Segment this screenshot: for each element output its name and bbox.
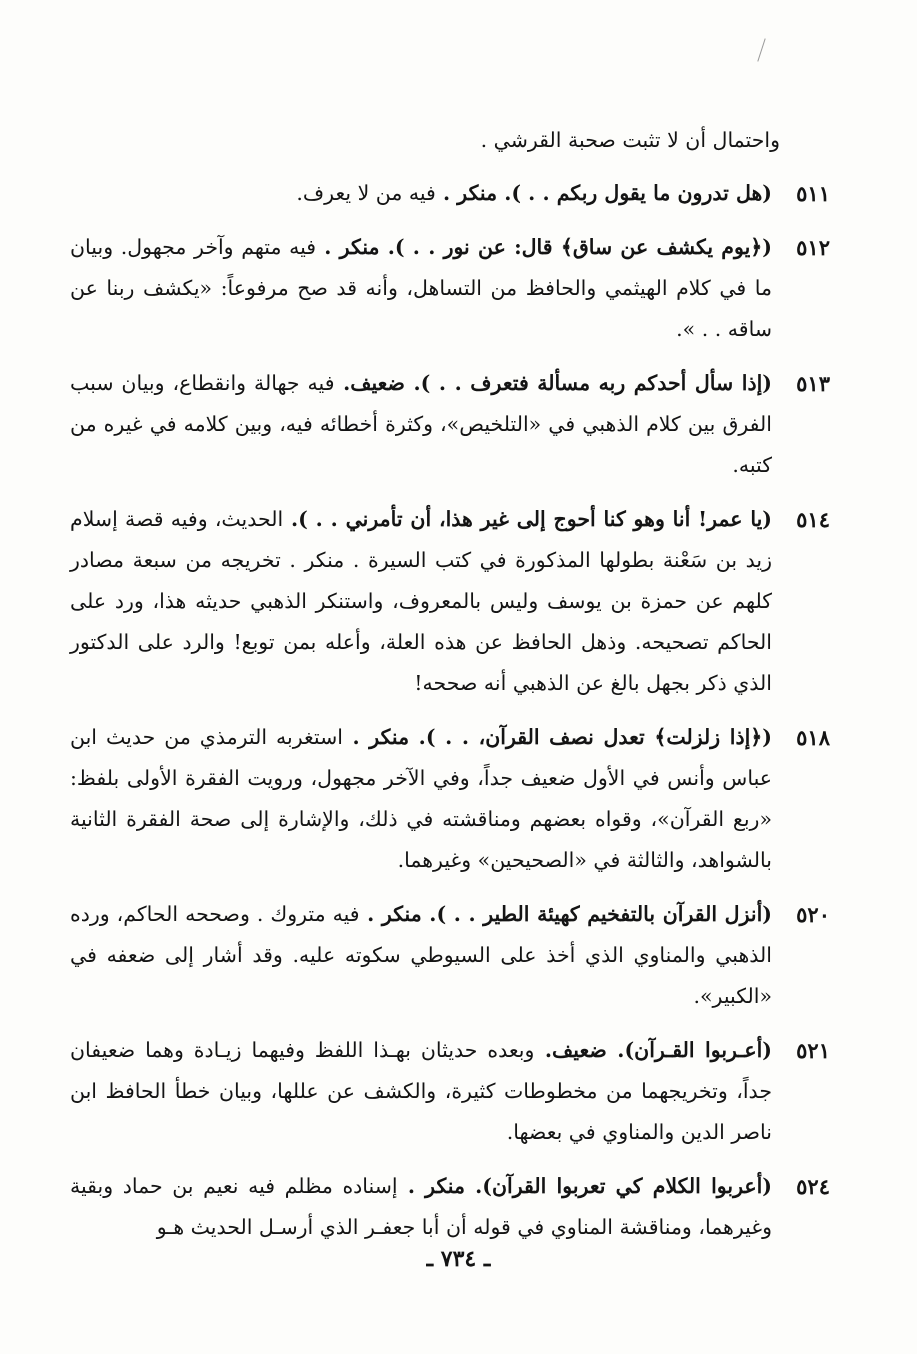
entry-body [70,717,772,881]
entry-518 [70,717,830,881]
intro-line: واحتمال أن لا تثبت صحبة القرشي . [480,128,780,152]
page-number: ـ ٧٣٤ ـ [426,1246,491,1272]
entry-number: ٥١٨ [796,725,830,750]
entry-body [70,227,772,350]
hadith-title: (أعـربوا القـرآن). ضعيف. [534,1038,772,1062]
text-area [70,120,830,1261]
entry-number: ٥١٤ [796,507,830,532]
entry-text: الحديث، وفيه قصة إسلام زيد بن سَعْنة بطولها المذكورة في كتب السيرة . منكر . تخريجه من سبعة مصادر كلهم عن حمزة بن يوسف وليس بالمعروف، واستنكر الذهبي حديثه هذا، ورد على الحاكم تصحيحه. وذهل الحافظ عن هذه العلة، وأعله بمن توبع! والرد على الدكتور الذي ذكر بجهل بالغ عن الذهبي أنه صححه! [70,507,772,695]
entry-text: استغربه الترمذي من حديث ابن عباس وأنس في الأول ضعيف جداً، وفي الآخر مجهول، ورويت الفقرة الأولى بلفظ: «ربع القرآن»، وقواه بعضهم ومناقشته في ذلك، والإشارة إلى صحة الفقرة الثانية بالشواهد، والثالثة في «الصحيحين» وغيرهما. [70,725,772,872]
hadith-title: (إذا سأل أحدكم ربه مسألة فتعرف . . ). ضعيف. [334,371,772,395]
hadith-title: (أنزل القرآن بالتفخيم كهيئة الطير . . ). منكر . [359,902,772,926]
entry-524 [70,1166,830,1248]
entry-number: ٥١٣ [796,371,830,396]
entry-511 [70,173,830,214]
entry-body [70,173,772,214]
entry-body [70,1030,772,1153]
entry-512 [70,227,830,350]
entry-text: فيه من لا يعرف. [296,181,436,205]
entry-body [70,363,772,486]
hadith-title: (﴿يوم يكشف عن ساق﴾ قال: عن نور . . ). منكر . [316,235,772,259]
entry-number: ٥٢١ [796,1038,830,1063]
entry-text: وبعده حديثان بهـذا اللفظ وفيهما زيـادة وهما ضعيفان جداً، وتخريجهما من مخطوطات كثيرة، والكشف عن عللها، وبيان خطأ الحافظ ابن ناصر الدين والمناوي في بعضها. [70,1038,772,1144]
entry-513 [70,363,830,486]
entry-text: فيه متروك . وصححه الحاكم، ورده الذهبي والمناوي الذي أخذ على السيوطي سكوته عليه. وقد أشار إلى ضعفه في «الكبير». [70,902,772,1008]
hadith-title: (﴿إذا زلزلت﴾ تعدل نصف القرآن، . . ). منكر . [342,725,772,749]
entry-number: ٥٢٠ [796,902,830,927]
entry-number: ٥١١ [796,181,830,206]
entry-body [70,499,772,704]
entry-514 [70,499,830,704]
entry-number: ٥١٢ [796,235,830,260]
entry-body [70,1166,772,1248]
entry-520 [70,894,830,1017]
entry-text: إسناده مظلم فيه نعيم بن حماد وبقية وغيرهما، ومناقشة المناوي في قوله أن أبا جعفـر الذي أرسـل الحديث هـو [70,1174,772,1239]
entry-521 [70,1030,830,1153]
entry-text: فيه جهالة وانقطاع، وبيان سبب الفرق بين كلام الذهبي في «التلخيص»، وكثرة أخطائه فيه، وبين كلامه في غيره من كتبه. [70,371,772,477]
hadith-title: (يا عمر! أنا وهو كنا أحوج إلى غير هذا، أن تأمرني . . ). [283,507,772,531]
hadith-title: (أعربوا الكلام كي تعربوا القرآن). منكر . [397,1174,773,1198]
hadith-title: (هل تدرون ما يقول ربكم . . ). منكر . [435,181,772,205]
scan-mark [757,38,765,61]
entry-body [70,894,772,1017]
entry-number: ٥٢٤ [796,1174,830,1199]
entry-text: فيه متهم وآخر مجهول. وبيان ما في كلام الهيثمي والحافظ من التساهل، وأنه قد صح مرفوعاً: «يكشف ربنا عن ساقه . . ». [70,235,772,341]
